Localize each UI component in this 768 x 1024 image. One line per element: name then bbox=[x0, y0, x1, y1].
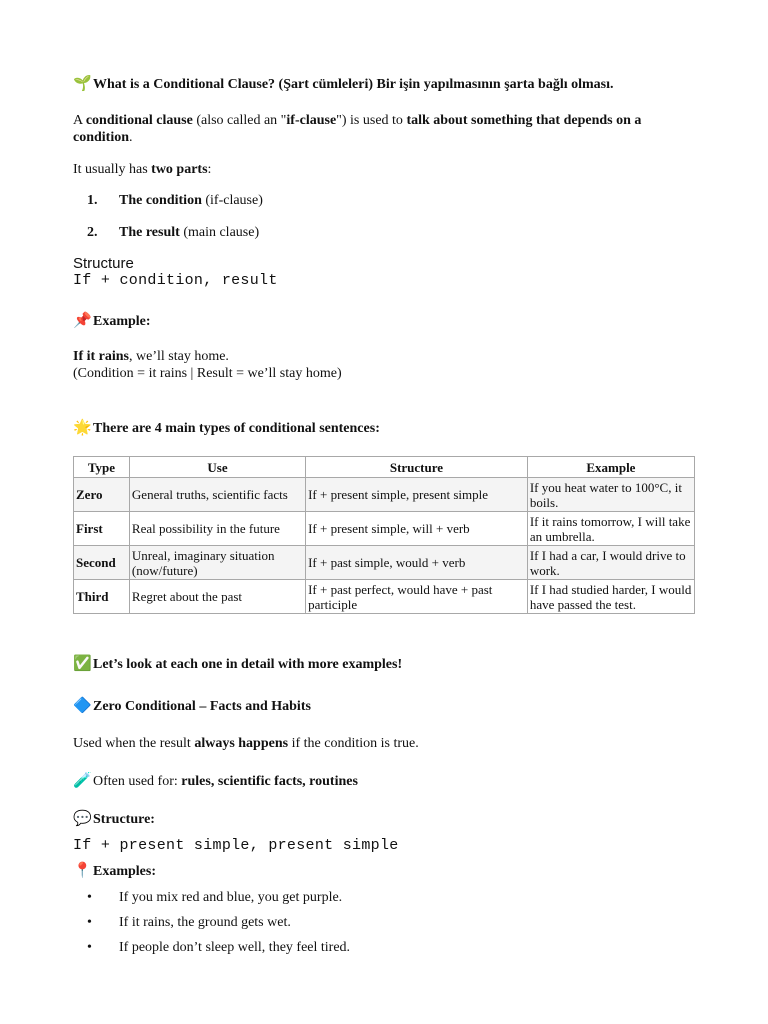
table-header-row bbox=[74, 457, 695, 478]
used-for-bold: rules, scientific facts, routines bbox=[181, 774, 358, 789]
detail-heading bbox=[73, 655, 402, 673]
example-sentence: If it rains, the ground gets wet. bbox=[119, 915, 291, 930]
glowing-star-icon: 🌟 bbox=[73, 418, 92, 436]
table-row bbox=[74, 546, 695, 580]
list-item bbox=[73, 914, 291, 931]
column-header-type: Type bbox=[74, 457, 130, 478]
list-number: 2. bbox=[87, 225, 98, 240]
seedling-icon: 🌱 bbox=[73, 74, 92, 92]
zero-title: Zero Conditional – Facts and Habits bbox=[93, 699, 311, 714]
intro-text: It usually has bbox=[73, 162, 152, 177]
intro-text: (also called an " bbox=[192, 113, 287, 128]
intro-text: : bbox=[207, 162, 212, 177]
zero-conditional-heading bbox=[73, 697, 311, 715]
detail-heading-text: Let’s look at each one in detail with more examples! bbox=[93, 657, 403, 672]
cell-structure: If + past simple, would + verb bbox=[306, 546, 528, 580]
example-sentence: If you mix red and blue, you get purple. bbox=[119, 890, 343, 905]
list-number: 1. bbox=[87, 193, 98, 208]
example-bold: If it rains bbox=[73, 349, 129, 364]
intro-bold-term: conditional clause bbox=[85, 113, 193, 128]
zero-examples-heading bbox=[73, 862, 156, 880]
list-item bbox=[73, 939, 350, 956]
cell-structure: If + present simple, present simple bbox=[306, 478, 528, 512]
example-line-2: (Condition = it rains | Result = we’ll stay home) bbox=[73, 366, 342, 381]
example-sentence: If people don’t sleep well, they feel tired. bbox=[119, 940, 351, 955]
cell-type: First bbox=[74, 512, 130, 546]
speech-bubble-icon: 💬 bbox=[73, 809, 92, 827]
column-header-use: Use bbox=[129, 457, 305, 478]
examples-title: Examples: bbox=[93, 864, 156, 879]
intro-text: ") is used to bbox=[336, 113, 407, 128]
bullet: • bbox=[87, 915, 92, 930]
zero-used-for bbox=[73, 772, 358, 790]
example-text: , we’ll stay home. bbox=[129, 349, 229, 364]
zero-desc-text: if the condition is true. bbox=[288, 736, 419, 751]
cell-structure: If + past perfect, would have + past participle bbox=[306, 580, 528, 614]
conditional-types-table bbox=[73, 456, 695, 614]
cell-type: Third bbox=[74, 580, 130, 614]
types-heading bbox=[73, 419, 380, 437]
intro-bold-term: two parts bbox=[151, 162, 208, 177]
check-mark-icon: ✅ bbox=[73, 654, 92, 672]
main-heading bbox=[73, 75, 614, 93]
cell-use: General truths, scientific facts bbox=[129, 478, 305, 512]
list-text: (main clause) bbox=[179, 225, 260, 240]
intro-text: . bbox=[129, 130, 133, 145]
table-row bbox=[74, 478, 695, 512]
cell-use: Regret about the past bbox=[129, 580, 305, 614]
zero-desc-bold: always happens bbox=[194, 736, 289, 751]
example-title: Example: bbox=[93, 314, 151, 329]
column-header-example: Example bbox=[527, 457, 694, 478]
cell-example: If I had a car, I would drive to work. bbox=[527, 546, 694, 580]
zero-desc-text: Used when the result bbox=[73, 736, 195, 751]
structure-label: Structure bbox=[73, 255, 134, 272]
list-item bbox=[73, 192, 263, 209]
zero-structure-heading bbox=[73, 810, 155, 828]
list-text: (if-clause) bbox=[201, 193, 263, 208]
structure-formula: If + condition, result bbox=[73, 272, 278, 289]
list-item bbox=[73, 224, 259, 241]
main-heading-text: What is a Conditional Clause? (Şart cümleleri) Bir işin yapılmasının şarta bağlı olması. bbox=[93, 77, 614, 92]
blue-diamond-icon: 🔷 bbox=[73, 696, 92, 714]
table-row bbox=[74, 512, 695, 546]
intro-bold-term: talk about something that depends on a condition bbox=[73, 113, 642, 145]
bullet: • bbox=[87, 890, 92, 905]
cell-example: If it rains tomorrow, I will take an umbrella. bbox=[527, 512, 694, 546]
list-item bbox=[73, 889, 342, 906]
list-bold: The condition bbox=[119, 193, 202, 208]
types-heading-text: There are 4 main types of conditional sentences: bbox=[93, 421, 380, 436]
intro-text: A bbox=[73, 113, 86, 128]
cell-structure: If + present simple, will + verb bbox=[306, 512, 528, 546]
bullet: • bbox=[87, 940, 92, 955]
cell-use: Real possibility in the future bbox=[129, 512, 305, 546]
cell-example: If I had studied harder, I would have passed the test. bbox=[527, 580, 694, 614]
cell-use: Unreal, imaginary situation (now/future) bbox=[129, 546, 305, 580]
column-header-structure: Structure bbox=[306, 457, 528, 478]
round-pushpin-icon: 📍 bbox=[73, 861, 92, 879]
example-line-1 bbox=[73, 348, 229, 365]
cell-type: Zero bbox=[74, 478, 130, 512]
intro-bold-term: if-clause bbox=[286, 113, 337, 128]
example-heading bbox=[73, 312, 151, 330]
intro-paragraph bbox=[73, 112, 698, 146]
cell-example: If you heat water to 100°C, it boils. bbox=[527, 478, 694, 512]
two-parts-paragraph bbox=[73, 161, 211, 178]
table-row bbox=[74, 580, 695, 614]
pushpin-icon: 📌 bbox=[73, 311, 92, 329]
test-tube-icon: 🧪 bbox=[73, 771, 92, 789]
used-for-text: Often used for: bbox=[93, 774, 182, 789]
structure-title: Structure: bbox=[93, 812, 155, 827]
zero-structure-formula: If + present simple, present simple bbox=[73, 837, 399, 854]
list-bold: The result bbox=[119, 225, 180, 240]
cell-type: Second bbox=[74, 546, 130, 580]
zero-description bbox=[73, 735, 419, 752]
